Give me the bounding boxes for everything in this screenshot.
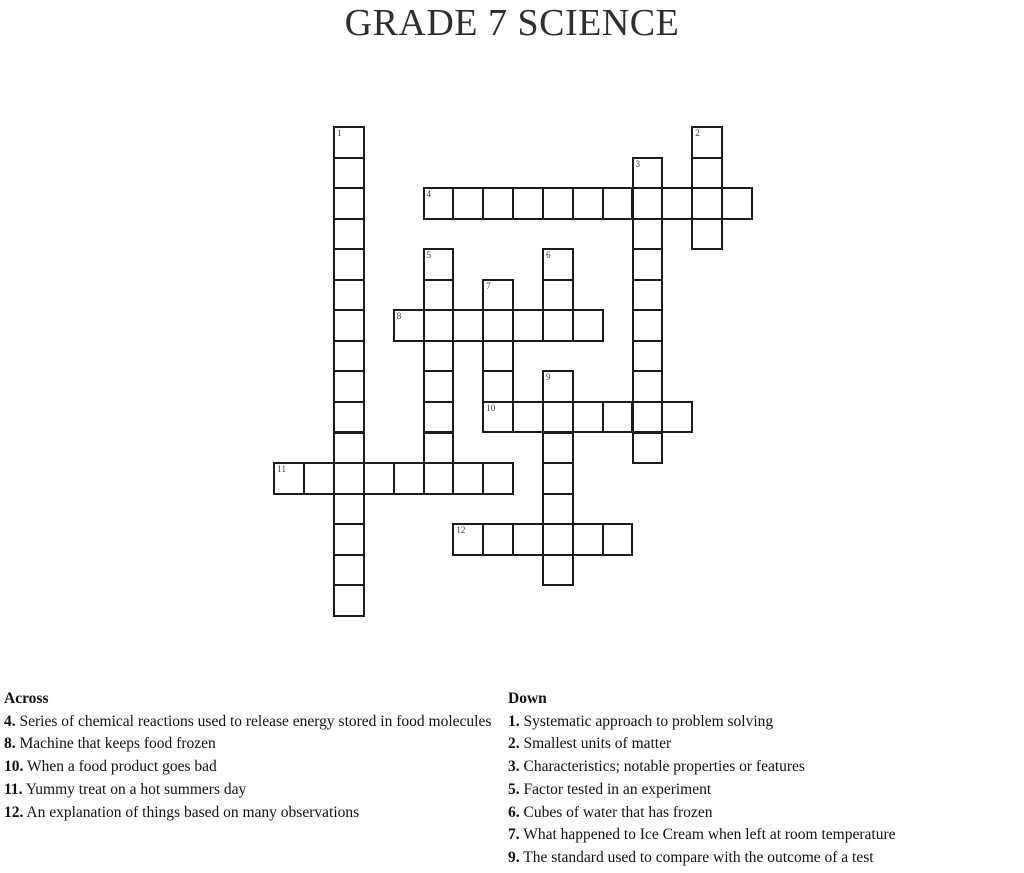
grid-cell-12-10[interactable] xyxy=(632,432,664,465)
grid-cell-14-0[interactable] xyxy=(691,126,723,159)
down-clue-1: 1. Systematic approach to problem solving xyxy=(508,712,774,730)
grid-cell-7-13[interactable] xyxy=(482,523,514,556)
grid-cell-7-5[interactable] xyxy=(482,279,514,312)
grid-cell-6-13[interactable] xyxy=(452,523,484,556)
cell-number-10: 10 xyxy=(486,402,496,413)
across-clue-number: 10. xyxy=(4,758,24,776)
grid-cell-0-11[interactable] xyxy=(273,462,305,495)
down-clue-number: 1. xyxy=(508,712,520,730)
grid-cell-4-11[interactable] xyxy=(393,462,425,495)
grid-cell-2-11[interactable] xyxy=(333,462,365,495)
grid-cell-9-12[interactable] xyxy=(542,493,574,526)
grid-cell-3-11[interactable] xyxy=(363,462,395,495)
grid-cell-9-8[interactable] xyxy=(542,370,574,403)
grid-cell-15-2[interactable] xyxy=(721,187,753,220)
grid-cell-6-11[interactable] xyxy=(452,462,484,495)
across-clue-number: 8. xyxy=(4,735,16,753)
cell-number-5: 5 xyxy=(426,250,432,261)
across-clue-number: 4. xyxy=(4,712,16,730)
grid-cell-11-13[interactable] xyxy=(602,523,634,556)
grid-cell-10-9[interactable] xyxy=(572,401,604,434)
cell-number-8: 8 xyxy=(396,311,402,322)
grid-cell-8-9[interactable] xyxy=(512,401,544,434)
grid-cell-2-2[interactable] xyxy=(333,187,365,220)
grid-cell-12-9[interactable] xyxy=(632,401,664,434)
grid-cell-5-10[interactable] xyxy=(423,432,455,465)
across-clue-4: 4. Series of chemical reactions used to release energy stored in food molecules xyxy=(4,712,492,730)
across-clue-number: 12. xyxy=(4,803,24,821)
cell-number-1: 1 xyxy=(337,128,342,138)
grid-cell-11-2[interactable] xyxy=(602,187,634,220)
grid-cell-9-14[interactable] xyxy=(542,554,574,587)
grid-cell-2-8[interactable] xyxy=(333,370,365,403)
cell-number-7: 7 xyxy=(486,280,491,291)
grid-cell-5-7[interactable] xyxy=(423,340,455,373)
down-clues-section xyxy=(508,688,896,870)
down-clue-list xyxy=(508,711,896,870)
grid-cell-1-11[interactable] xyxy=(303,462,335,495)
grid-cell-9-11[interactable] xyxy=(542,462,574,495)
across-clue-11: 11. Yummy treat on a hot summers day xyxy=(4,780,247,798)
grid-cell-10-6[interactable] xyxy=(572,309,604,342)
grid-cell-5-6[interactable] xyxy=(423,309,455,342)
down-heading: Down xyxy=(508,690,547,707)
grid-cell-12-1[interactable] xyxy=(632,157,664,190)
down-clue-number: 2. xyxy=(508,735,520,753)
cell-number-6: 6 xyxy=(545,250,551,261)
cell-number-2: 2 xyxy=(695,128,700,138)
grid-cell-8-6[interactable] xyxy=(512,309,544,342)
grid-cell-2-3[interactable] xyxy=(333,218,365,251)
grid-cell-14-3[interactable] xyxy=(691,218,723,251)
grid-cell-2-6[interactable] xyxy=(333,309,365,342)
grid-cell-9-10[interactable] xyxy=(542,432,574,465)
down-clue-7: 7. What happened to Ice Cream when left at room temperature xyxy=(508,826,896,844)
cell-number-3: 3 xyxy=(635,158,640,169)
across-clue-8: 8. Machine that keeps food frozen xyxy=(4,735,216,753)
grid-cell-9-13[interactable] xyxy=(542,523,574,556)
grid-cell-2-14[interactable] xyxy=(333,554,365,587)
down-clue-number: 5. xyxy=(508,780,520,798)
cell-number-12: 12 xyxy=(456,525,466,536)
grid-cell-2-1[interactable] xyxy=(333,157,365,190)
across-clue-list xyxy=(4,711,491,825)
grid-cell-11-9[interactable] xyxy=(602,401,634,434)
grid-cell-2-13[interactable] xyxy=(333,523,365,556)
page-title: GRADE 7 SCIENCE xyxy=(344,2,680,44)
grid-cell-5-9[interactable] xyxy=(423,401,455,434)
across-clues-section xyxy=(4,688,491,824)
cell-number-9: 9 xyxy=(545,372,551,383)
grid-cell-7-9[interactable] xyxy=(482,401,514,434)
down-clue-number: 9. xyxy=(508,848,520,866)
grid-cell-9-9[interactable] xyxy=(542,401,574,434)
grid-cell-9-4[interactable] xyxy=(542,248,574,281)
grid-cell-10-2[interactable] xyxy=(572,187,604,220)
across-clue-12: 12. An explanation of things based on many observations xyxy=(4,803,360,821)
grid-cell-5-4[interactable] xyxy=(423,248,455,281)
grid-cell-9-6[interactable] xyxy=(542,309,574,342)
grid-cell-12-7[interactable] xyxy=(632,340,664,373)
grid-cell-5-11[interactable] xyxy=(423,462,455,495)
grid-cell-5-5[interactable] xyxy=(423,279,455,312)
grid-cell-2-10[interactable] xyxy=(333,432,365,465)
down-clue-9: 9. The standard used to compare with the outcome of a test xyxy=(508,848,874,866)
grid-cell-2-0[interactable] xyxy=(333,126,365,159)
grid-cell-7-8[interactable] xyxy=(482,370,514,403)
grid-cell-6-6[interactable] xyxy=(452,309,484,342)
across-clue-10: 10. When a food product goes bad xyxy=(4,758,217,776)
grid-cell-7-7[interactable] xyxy=(482,340,514,373)
grid-cell-2-15[interactable] xyxy=(333,584,365,617)
cell-number-11: 11 xyxy=(277,464,286,475)
grid-cell-12-3[interactable] xyxy=(632,218,664,251)
grid-cell-5-2[interactable] xyxy=(423,187,455,220)
across-heading: Across xyxy=(4,690,49,707)
grid-cell-12-6[interactable] xyxy=(632,309,664,342)
grid-cell-12-2[interactable] xyxy=(632,187,664,220)
down-clue-2: 2. Smallest units of matter xyxy=(508,735,672,753)
grid-cell-12-4[interactable] xyxy=(632,248,664,281)
grid-cell-14-2[interactable] xyxy=(691,187,723,220)
down-clue-5: 5. Factor tested in an experiment xyxy=(508,780,712,798)
down-clue-number: 7. xyxy=(508,826,520,844)
cell-number-4: 4 xyxy=(426,189,432,200)
grid-cell-14-1[interactable] xyxy=(691,157,723,190)
grid-cell-10-13[interactable] xyxy=(572,523,604,556)
grid-cell-9-5[interactable] xyxy=(542,279,574,312)
grid-cell-13-9[interactable] xyxy=(661,401,693,434)
grid-cell-7-11[interactable] xyxy=(482,462,514,495)
grid-cell-7-6[interactable] xyxy=(482,309,514,342)
across-clue-number: 11. xyxy=(4,780,23,798)
grid-cell-2-7[interactable] xyxy=(333,340,365,373)
grid-cell-8-13[interactable] xyxy=(512,523,544,556)
grid-cell-7-2[interactable] xyxy=(482,187,514,220)
grid-cell-13-2[interactable] xyxy=(661,187,693,220)
down-clue-6: 6. Cubes of water that has frozen xyxy=(508,803,713,821)
grid-cell-12-8[interactable] xyxy=(632,370,664,403)
grid-cell-2-4[interactable] xyxy=(333,248,365,281)
grid-cell-4-6[interactable] xyxy=(393,309,425,342)
grid-cell-2-9[interactable] xyxy=(333,401,365,434)
grid-cell-8-2[interactable] xyxy=(512,187,544,220)
grid-cell-12-5[interactable] xyxy=(632,279,664,312)
grid-cell-5-8[interactable] xyxy=(423,370,455,403)
grid-cell-2-12[interactable] xyxy=(333,493,365,526)
grid-cell-2-5[interactable] xyxy=(333,279,365,312)
down-clue-number: 3. xyxy=(508,758,520,776)
down-clue-number: 6. xyxy=(508,803,520,821)
grid-cell-6-2[interactable] xyxy=(452,187,484,220)
down-clue-3: 3. Characteristics; notable properties or features xyxy=(508,758,805,776)
grid-cell-9-2[interactable] xyxy=(542,187,574,220)
